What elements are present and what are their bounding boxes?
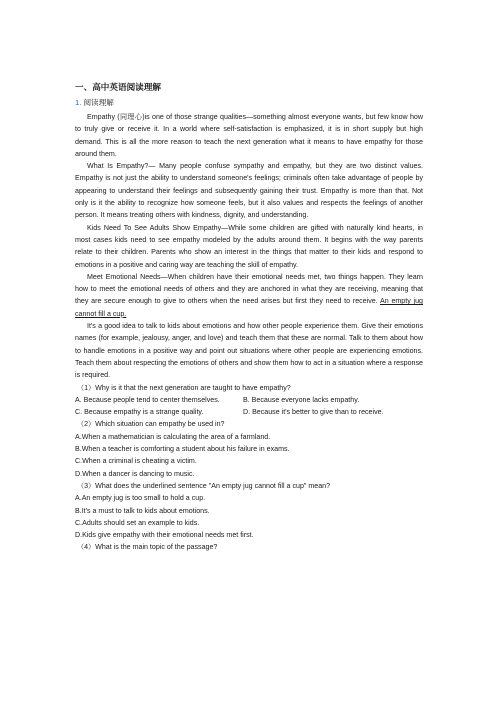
question-1-option-c: C. Because empathy is a strange quality. (75, 408, 204, 417)
passage-paragraph-4-text: Meet Emotional Needs—When children have their emotional needs met, two things happen. They learn how to meet the emotional needs of others and they are anchored in what they are receiving, meaning that they are secure enough to give to others when the need arises but first they need to receive. (75, 272, 423, 306)
question-2-option-c: C.When a criminal is cheating a victim. (75, 457, 197, 466)
passage-paragraph-1: Empathy (同理心)is one of those strange qualities—something almost everyone wants, but few know how to truly give or receive it. In a world where self-satisfaction is emphasized, it is in short supply but high demand. This is all the more reason to teach the next generation what it means to have empathy for those around them. (75, 113, 423, 158)
question-number: 1. (75, 98, 82, 107)
passage-paragraph-4 (75, 271, 423, 320)
question-2-option-d: D.When a dancer is dancing to music. (75, 469, 195, 478)
question-1-option-b: B. Because everyone lacks empathy. (243, 395, 360, 404)
document-content (75, 82, 423, 554)
question-4-stem: （4）What is the main topic of the passage? (77, 543, 218, 552)
passage-paragraph-3: Kids Need To See Adults Show Empathy—While some children are gifted with naturally kind hearts, in most cases kids need to see empathy modeled by the adults around them. It begins with the way parents relate to their children. Parents who show an interest in the things that matter to their kids and respond to emotions in a positive and caring way are teaching the skill of empathy. (75, 223, 423, 269)
question-3-option-d: D.Kids give empathy with their emotional needs met first. (75, 531, 254, 540)
question-heading (75, 97, 423, 108)
question-1-options-row-1 (75, 394, 423, 406)
question-1-options-row-2 (75, 406, 423, 418)
underlined-sentence: An empty jug cannot fill a cup. (75, 297, 423, 318)
question-heading-text: 阅读理解 (83, 98, 114, 107)
question-1-option-d: D. Because it's better to give than to receive. (243, 408, 384, 417)
section-title: 一、高中英语阅读理解 (75, 83, 161, 93)
question-3-option-c: C.Adults should set an example to kids. (75, 518, 200, 527)
passage-paragraph-2: What Is Empathy?— Many people confuse sympathy and empathy, but they are two distinct values. Empathy is not just the ability to understand someone's feelings; criminals often take advantage of people by appearing to understand their feelings and subsequently gaining their trust. Empathy is more than that. Not only is it the ability to recognize how someone feels, but it also values and respects the feelings of another person. It means treating others with kindness, dignity, and understanding. (75, 162, 423, 220)
question-1-option-a: A. Because people tend to center themselves. (75, 395, 220, 404)
question-3-option-a: A.An empty jug is too small to hold a cup. (75, 494, 206, 503)
question-3-stem: （3）What does the underlined sentence "An empty jug cannot fill a cup" mean? (77, 481, 331, 490)
question-1-stem: （1）Why is it that the next generation are taught to have empathy? (77, 383, 291, 392)
question-3-option-b: B.It's a must to talk to kids about emotions. (75, 506, 210, 515)
question-2-option-b: B.When a teacher is comforting a student about his failure in exams. (75, 445, 290, 454)
question-2-stem: （2）Which situation can empathy be used in? (77, 420, 225, 429)
question-2-option-a: A.When a mathematician is calculating the area of a farmland. (75, 432, 271, 441)
passage-paragraph-5: It's a good idea to talk to kids about emotions and how other people experience them. Give their emotions names (for example, jealousy, anger, and love) and teach them that these are normal. Talk to them about how to handle emotions in a positive way and point out situations where other people are experiencing emotions. Teach them about respecting the emotions of others and show them how to act in a situation where a response is required. (75, 322, 423, 380)
